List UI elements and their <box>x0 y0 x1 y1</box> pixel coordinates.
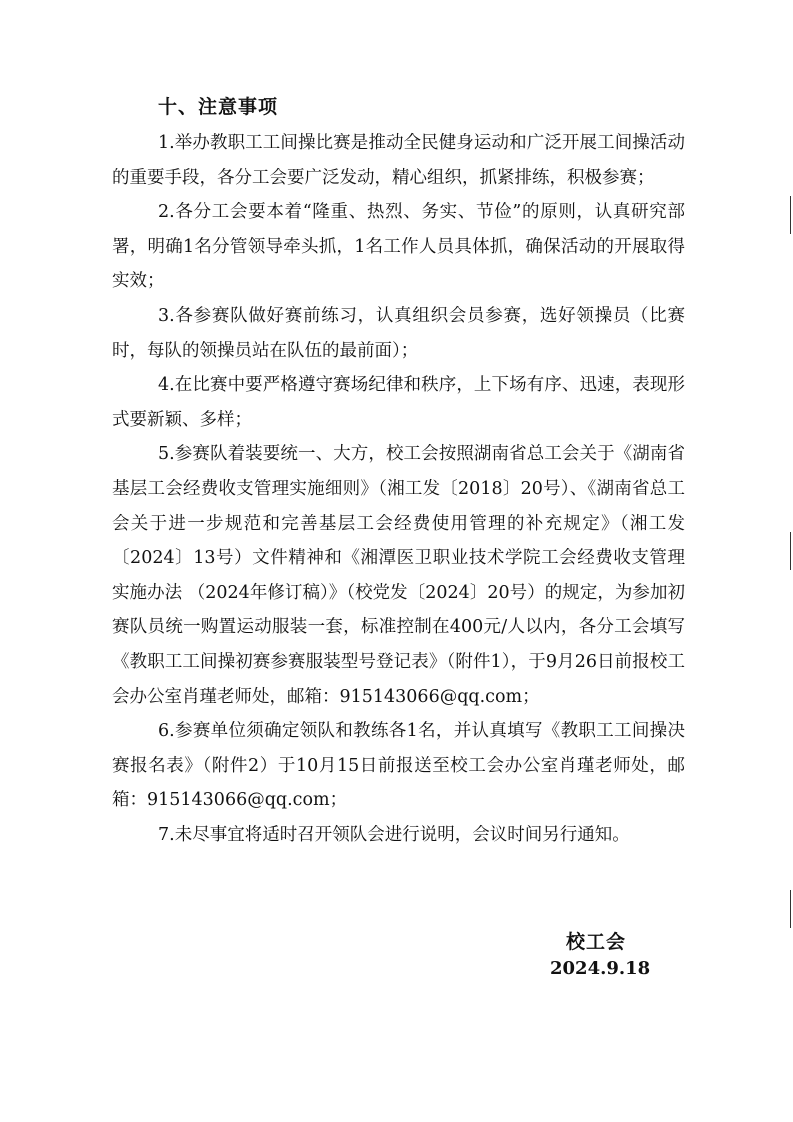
signature-date: 2024.9.18 <box>550 958 651 979</box>
section-heading: 十、注意事项 <box>158 96 279 118</box>
notice-item-2: 2.各分工会要本着“隆重、热烈、务实、节俭”的原则，认真研究部署，明确1名分管领导牵头抓，1名工作人员具体抓，确保活动的开展取得实效； <box>112 202 685 292</box>
notice-item-3: 3.各参赛队做好赛前练习，认真组织会员参赛，选好领操员（比赛时，每队的领操员站在队伍的最前面）； <box>112 305 685 361</box>
signature-organization: 校工会 <box>566 931 627 953</box>
notice-item-4: 4.在比赛中要严格遵守赛场纪律和秩序，上下场有序、迅速，表现形式要新颖、多样； <box>112 375 685 430</box>
margin-binding-mark <box>790 890 791 928</box>
notice-item-6: 6.参赛单位须确定领队和教练各1名，并认真填写《教职工工间操决赛报名表》（附件2）于10月15日前报送至校工会办公室肖瑾老师处，邮箱：915143066@qq.com； <box>112 721 685 811</box>
notice-items <box>112 126 685 852</box>
notice-item-5: 5.参赛队着装要统一、大方，校工会按照湖南省总工会关于《湖南省基层工会经费收支管理实施细则》（湘工发〔2018〕20号）、《湖南省总工会关于进一步规范和完善基层工会经费使用管理的补充规定》（湘工发〔2024〕13号）文件精神和《湘潭医卫职业技术学院工会经费收支管理实施办法 （2024年修订稿）》（校党发〔2024〕20号）的规定，为参加初赛队员统一购置运动服装一套，标准控制在400元/人以内，各分工会填写《教职工工间操初赛参赛服装型号登记表》（附件1），于9月26日前报校工会办公室肖瑾老师处，邮箱：915143066@qq.com； <box>112 444 685 707</box>
notice-item-1: 1.举办教职工工间操比赛是推动全民健身运动和广泛开展工间操活动的重要手段，各分工会要广泛发动，精心组织，抓紧排练，积极参赛； <box>112 133 685 188</box>
margin-binding-mark <box>790 532 791 570</box>
notice-item-7: 7.未尽事宜将适时召开领队会进行说明，会议时间另行通知。 <box>158 824 630 845</box>
margin-binding-mark <box>790 196 791 234</box>
